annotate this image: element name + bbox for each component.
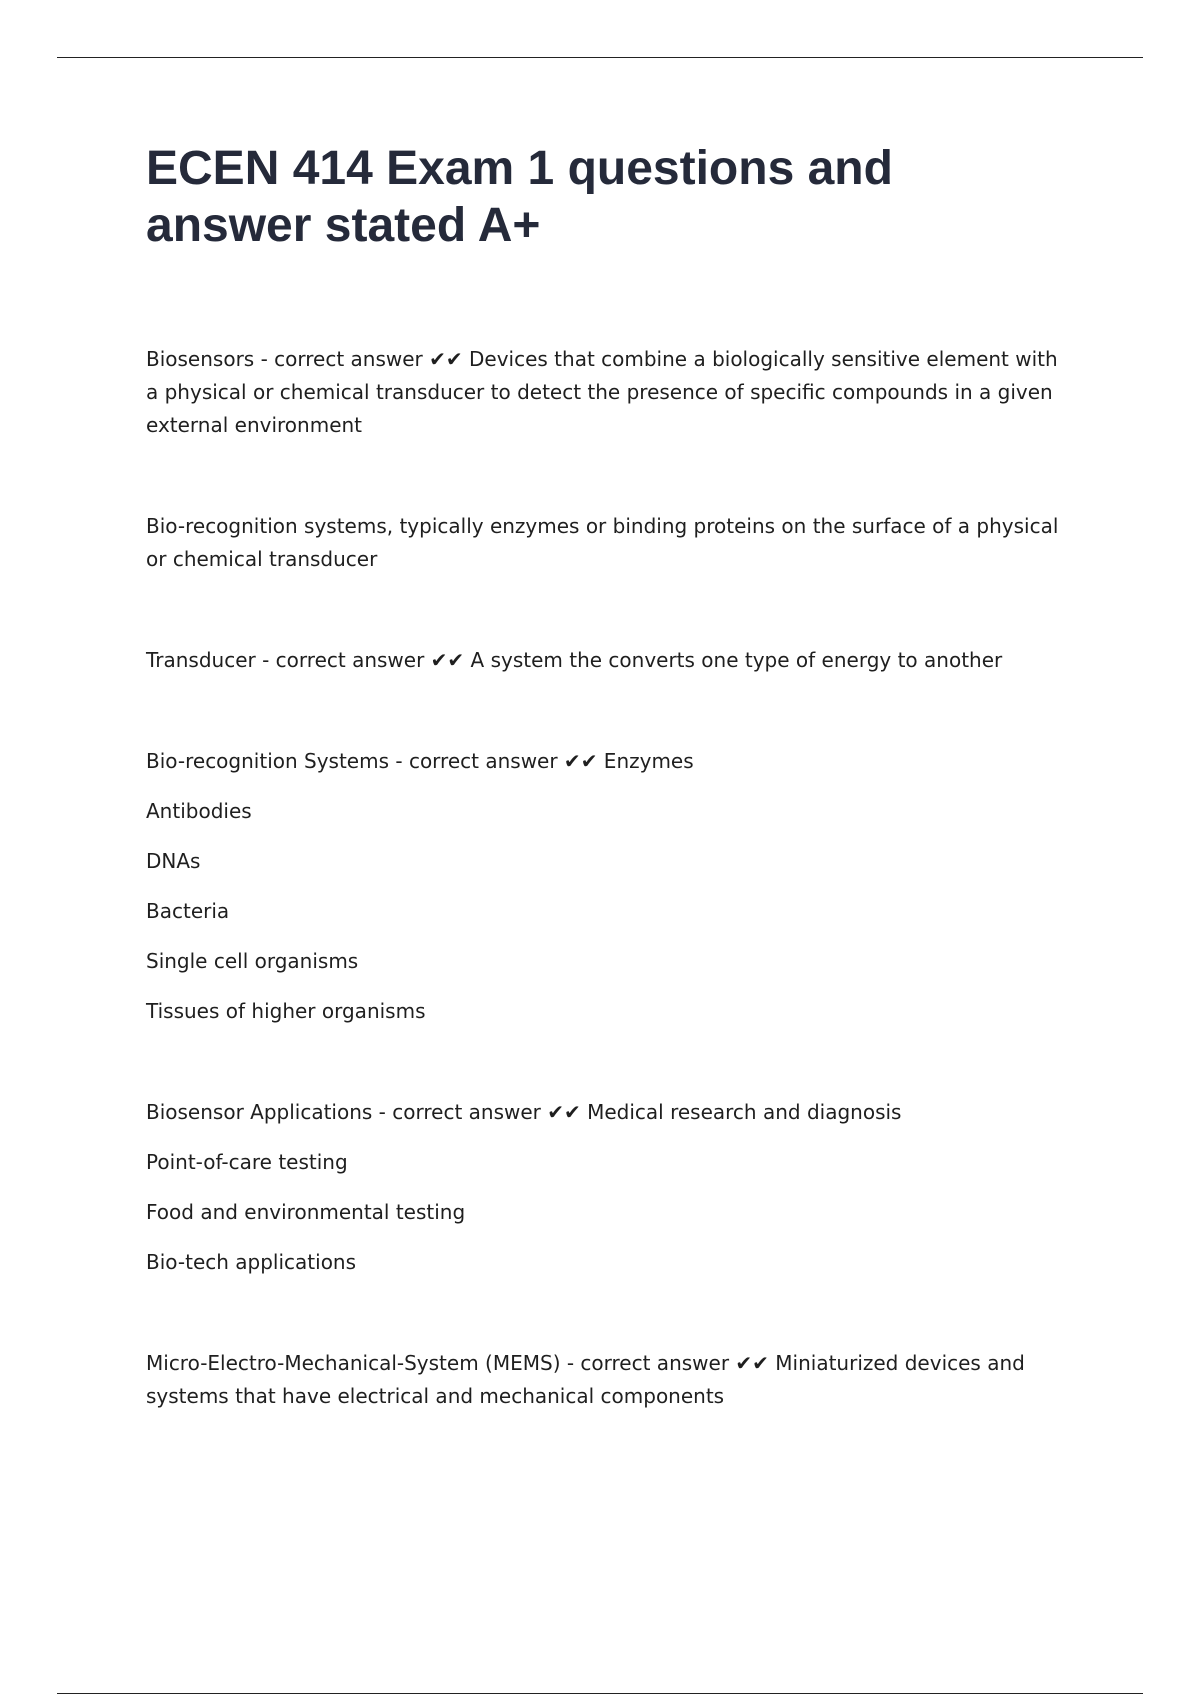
- bottom-rule: [57, 1693, 1143, 1694]
- entry-biosensors: [146, 343, 1066, 442]
- top-rule: [57, 57, 1143, 58]
- document-title: ECEN 414 Exam 1 questions and answer stated A+: [146, 142, 893, 252]
- entry-text: Micro-Electro-Mechanical-System (MEMS) - correct answer ✔✔ Miniaturized devices and systems that have electrical and mechanical components: [146, 1351, 1025, 1408]
- entry-subline: Single cell organisms: [146, 949, 359, 973]
- entry-bio-recognition-description: [146, 510, 1066, 576]
- entry-transducer: [146, 644, 1066, 677]
- document-body: [146, 140, 1066, 1413]
- entry-subline: Bacteria: [146, 899, 230, 923]
- entry-subline: Food and environmental testing: [146, 1200, 466, 1224]
- entry-biosensor-applications: [146, 1096, 1066, 1279]
- entry-text: Transducer - correct answer ✔✔ A system the converts one type of energy to another: [146, 648, 1003, 672]
- entry-mems: [146, 1347, 1066, 1413]
- entry-text: Biosensors - correct answer ✔✔ Devices that combine a biologically sensitive element with a physical or chemical transducer to detect the presence of specific compounds in a given external environment: [146, 347, 1058, 437]
- entry-text: Bio-recognition Systems - correct answer ✔✔ Enzymes: [146, 749, 694, 773]
- entry-text: Bio-recognition systems, typically enzymes or binding proteins on the surface of a physical or chemical transducer: [146, 514, 1059, 571]
- entry-bio-recognition-systems: [146, 745, 1066, 1028]
- entry-subline: Tissues of higher organisms: [146, 999, 426, 1023]
- entry-subline: Antibodies: [146, 799, 252, 823]
- entry-text: Biosensor Applications - correct answer ✔✔ Medical research and diagnosis: [146, 1100, 902, 1124]
- entry-subline: Bio-tech applications: [146, 1250, 357, 1274]
- entry-subline: Point-of-care testing: [146, 1150, 348, 1174]
- entry-subline: DNAs: [146, 849, 201, 873]
